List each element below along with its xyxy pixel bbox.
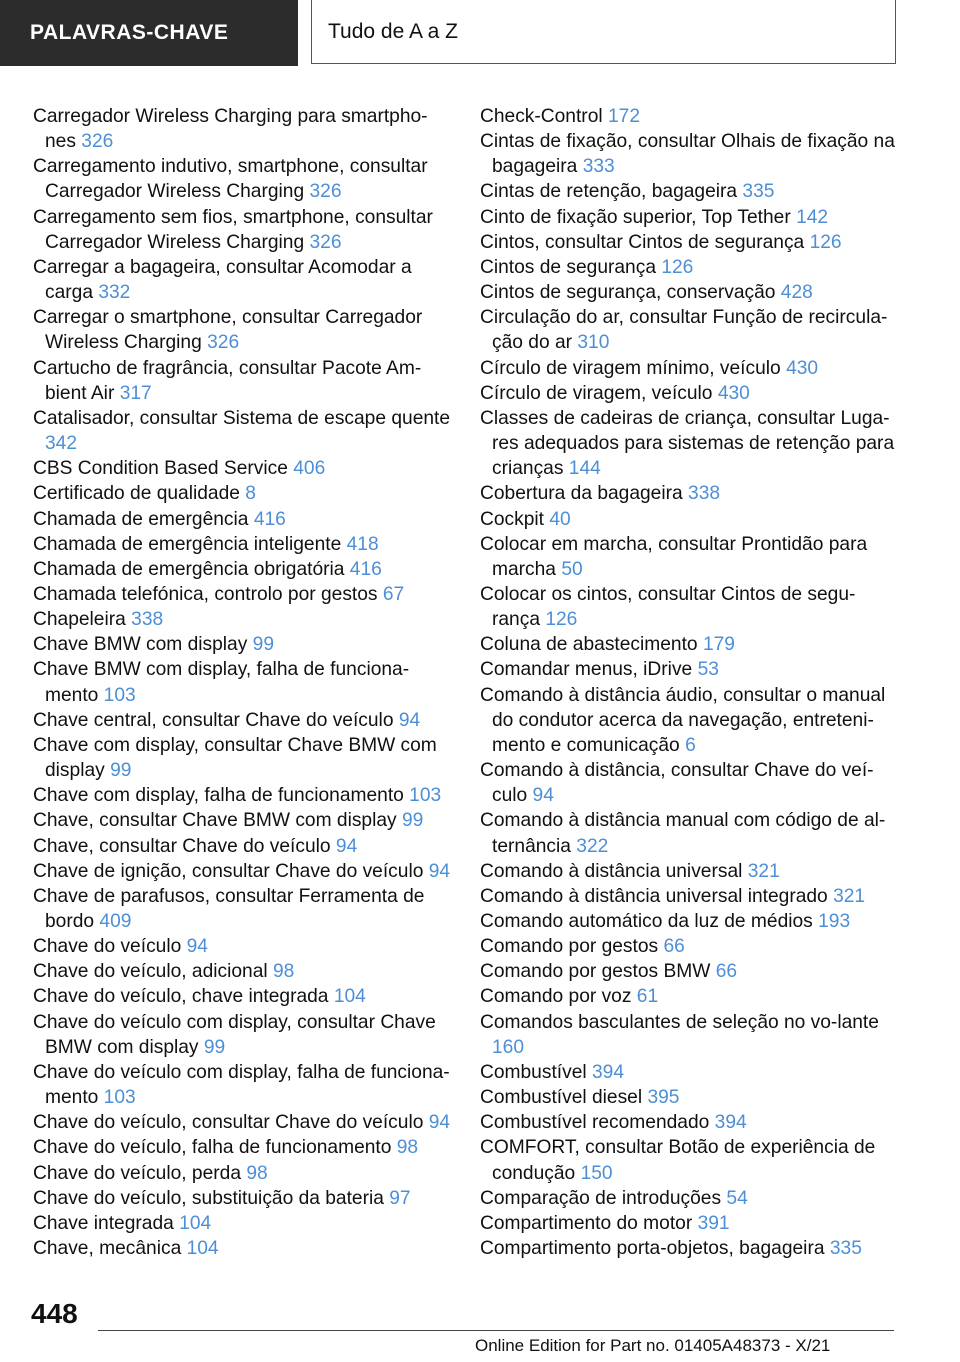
index-entry-page-link[interactable]: 126 bbox=[809, 231, 842, 253]
index-entry-term: Cinto de fixação superior, Top Tether bbox=[480, 206, 791, 228]
index-entry bbox=[480, 406, 900, 481]
index-entry bbox=[480, 1010, 900, 1060]
index-entry-term: Colocar os cintos, consultar Cintos de segu-rança bbox=[480, 583, 856, 631]
index-entry bbox=[33, 104, 453, 154]
index-entry-page-link[interactable]: 395 bbox=[647, 1087, 680, 1109]
index-entry bbox=[33, 708, 453, 733]
index-entry bbox=[33, 859, 453, 884]
index-column-right bbox=[480, 104, 900, 1261]
index-entry bbox=[33, 884, 453, 934]
index-entry bbox=[480, 481, 900, 506]
index-entry-term: Comando à distância universal bbox=[480, 860, 743, 882]
index-entry-page-link[interactable]: 321 bbox=[747, 860, 780, 882]
index-entry-page-link[interactable]: 98 bbox=[273, 961, 295, 983]
index-entry-term: Carregador Wireless Charging para smartpho-nes bbox=[33, 106, 428, 153]
footer-divider bbox=[98, 1330, 894, 1331]
index-entry-term: Chave do veículo, chave integrada bbox=[33, 986, 329, 1008]
index-entry bbox=[480, 532, 900, 582]
index-entry-page-link[interactable]: 66 bbox=[715, 961, 738, 983]
index-entry-term: Chave central, consultar Chave do veículo bbox=[33, 709, 394, 731]
index-entry bbox=[33, 834, 453, 859]
index-entry-page-link[interactable]: 126 bbox=[661, 256, 694, 278]
index-entry-page-link[interactable]: 126 bbox=[545, 609, 578, 631]
index-entry-term: Chave do veículo com display, falha de funciona-mento bbox=[33, 1061, 450, 1109]
index-entry-page-link[interactable]: 160 bbox=[492, 1036, 525, 1058]
index-entry-page-link[interactable]: 338 bbox=[131, 609, 164, 631]
index-entry bbox=[480, 280, 900, 305]
index-entry-term: Chave do veículo, perda bbox=[33, 1162, 241, 1184]
index-entry-page-link[interactable]: 409 bbox=[99, 911, 132, 932]
index-entry bbox=[480, 959, 900, 984]
index-entry bbox=[480, 356, 900, 381]
index-entry-term: Chave, consultar Chave BMW com display bbox=[33, 810, 397, 832]
index-entry bbox=[480, 179, 900, 204]
index-entry-page-link[interactable]: 310 bbox=[577, 332, 610, 354]
index-entry-term: CBS Condition Based Service bbox=[33, 458, 288, 480]
index-entry-term: Check-Control bbox=[480, 106, 603, 127]
index-entry-page-link[interactable]: 418 bbox=[346, 533, 379, 555]
index-entry bbox=[33, 481, 453, 506]
index-entry-page-link[interactable]: 338 bbox=[688, 483, 721, 505]
index-entry bbox=[480, 1135, 900, 1185]
index-entry-page-link[interactable]: 326 bbox=[309, 231, 342, 253]
index-entry bbox=[480, 1211, 900, 1236]
subsection-box bbox=[311, 0, 896, 64]
index-entry bbox=[33, 984, 453, 1009]
index-column-left bbox=[33, 104, 453, 1261]
index-entry bbox=[33, 1110, 453, 1135]
index-entry-page-link[interactable]: 99 bbox=[252, 634, 275, 656]
index-entry bbox=[480, 381, 900, 406]
index-entry-page-link[interactable]: 342 bbox=[45, 433, 78, 455]
index-entry-term: Chamada de emergência inteligente bbox=[33, 533, 342, 555]
index-entry-page-link[interactable]: 6 bbox=[685, 734, 696, 756]
index-entry-page-link[interactable]: 98 bbox=[396, 1137, 419, 1159]
index-entry-term: COMFORT, consultar Botão de experiência de condução bbox=[480, 1137, 876, 1184]
index-entry-page-link[interactable]: 144 bbox=[568, 458, 601, 480]
index-entry-page-link[interactable]: 94 bbox=[428, 1112, 451, 1134]
index-entry-term: Cintos de segurança, conservação bbox=[480, 282, 776, 304]
index-entry-term: Chapeleira bbox=[33, 609, 126, 631]
index-entry bbox=[33, 255, 453, 305]
index-entry bbox=[33, 1186, 453, 1211]
index-entry-page-link[interactable]: 326 bbox=[81, 131, 114, 153]
index-entry bbox=[480, 582, 900, 632]
index-entry bbox=[480, 104, 900, 129]
index-entry-page-link[interactable]: 61 bbox=[636, 986, 659, 1008]
index-entry-term: Chave do veículo, consultar Chave do veículo bbox=[33, 1112, 424, 1134]
index-entry bbox=[33, 557, 453, 582]
index-entry bbox=[480, 305, 900, 355]
index-entry bbox=[480, 230, 900, 255]
index-entry-term: Classes de cadeiras de criança, consultar Luga-res adequados para sistemas de retenção para crianças bbox=[480, 407, 895, 480]
index-entry-page-link[interactable]: 104 bbox=[179, 1212, 212, 1234]
index-entry bbox=[33, 808, 453, 833]
index-entry-term: Carregamento sem fios, smartphone, consultar Carregador Wireless Charging bbox=[33, 206, 433, 253]
index-entry-page-link[interactable]: 430 bbox=[786, 357, 819, 379]
index-entry-page-link[interactable]: 104 bbox=[333, 986, 366, 1008]
index-entry-page-link[interactable]: 322 bbox=[576, 835, 609, 857]
section-label: PALAVRAS-CHAVE bbox=[30, 21, 229, 44]
index-entry bbox=[33, 657, 453, 707]
index-entry-term: Chave do veículo com display, consultar Chave BMW com display bbox=[33, 1011, 436, 1058]
index-entry-page-link[interactable]: 54 bbox=[726, 1187, 748, 1209]
index-entry-term: Comando por voz bbox=[480, 986, 632, 1008]
index-entry-page-link[interactable]: 406 bbox=[293, 458, 326, 480]
index-entry-term: Comando à distância áudio, consultar o manual do condutor acerca da navegação, entreteni-mento e comunicação bbox=[480, 684, 886, 756]
index-entry-term: Chave integrada bbox=[33, 1212, 174, 1234]
index-entry-term: Combustível diesel bbox=[480, 1087, 643, 1109]
index-entry-term: Colocar em marcha, consultar Prontidão para marcha bbox=[480, 533, 868, 580]
index-entry bbox=[480, 758, 900, 808]
index-entry-term: Cartucho de fragrância, consultar Pacote Am-bient Air bbox=[33, 357, 422, 404]
index-entry-page-link[interactable]: 40 bbox=[549, 508, 571, 530]
index-entry bbox=[33, 1211, 453, 1236]
index-entry-page-link[interactable]: 66 bbox=[663, 936, 685, 958]
index-entry-term: Coluna de abastecimento bbox=[480, 634, 698, 656]
index-entry bbox=[33, 154, 453, 204]
index-entry-page-link[interactable]: 94 bbox=[532, 785, 554, 807]
index-entry-term: Compartimento do motor bbox=[480, 1212, 693, 1234]
index-entry-term: Comando automático da luz de médios bbox=[480, 911, 813, 932]
index-entry-term: Chave do veículo, falha de funcionamento bbox=[33, 1137, 392, 1159]
index-entry-term: Comando por gestos BMW bbox=[480, 961, 711, 983]
index-entry-page-link[interactable]: 394 bbox=[591, 1061, 624, 1083]
index-entry-page-link[interactable]: 430 bbox=[717, 382, 750, 404]
index-entry-term: Chave, consultar Chave do veículo bbox=[33, 835, 331, 857]
index-entry bbox=[480, 1110, 900, 1135]
page-number: 448 bbox=[31, 1298, 78, 1329]
index-entry bbox=[33, 1010, 453, 1060]
index-entry-term: Circulação do ar, consultar Função de recircula-ção do ar bbox=[480, 307, 888, 354]
index-entry bbox=[480, 1236, 900, 1261]
index-entry bbox=[33, 632, 453, 657]
index-entry-page-link[interactable]: 333 bbox=[582, 156, 615, 178]
page-header bbox=[0, 0, 960, 66]
index-entry-page-link[interactable]: 321 bbox=[833, 885, 866, 907]
index-entry-term: Chamada de emergência obrigatória bbox=[33, 558, 345, 580]
index-entry-page-link[interactable]: 94 bbox=[186, 936, 208, 958]
index-entry-page-link[interactable]: 391 bbox=[697, 1212, 730, 1234]
index-entry bbox=[480, 934, 900, 959]
index-entry-term: Comando por gestos bbox=[480, 936, 659, 958]
index-entry bbox=[480, 984, 900, 1009]
index-entry-page-link[interactable]: 193 bbox=[818, 911, 851, 932]
index-entry-page-link[interactable]: 99 bbox=[110, 760, 132, 782]
index-entry-term: Cintos de segurança bbox=[480, 256, 656, 278]
index-entry-term: Cintos, consultar Cintos de segurança bbox=[480, 231, 805, 253]
index-entry bbox=[480, 1085, 900, 1110]
index-entry bbox=[33, 205, 453, 255]
index-entry-page-link[interactable]: 67 bbox=[382, 583, 405, 605]
index-entry bbox=[480, 129, 900, 179]
index-entry-page-link[interactable]: 99 bbox=[401, 810, 424, 832]
index-entry bbox=[33, 305, 453, 355]
index-entry bbox=[480, 909, 900, 934]
index-entry-page-link[interactable]: 142 bbox=[796, 206, 829, 228]
index-entry-page-link[interactable]: 50 bbox=[561, 558, 583, 580]
index-entry-page-link[interactable]: 317 bbox=[119, 382, 152, 404]
index-entry-term: Chave do veículo, substituição da bateria bbox=[33, 1187, 384, 1209]
index-entry-term: Combustível recomendado bbox=[480, 1112, 710, 1134]
index-entry bbox=[33, 1135, 453, 1160]
index-entry bbox=[33, 783, 453, 808]
index-entry-page-link[interactable]: 416 bbox=[349, 558, 382, 580]
index-entry-page-link[interactable]: 53 bbox=[697, 659, 719, 681]
index-entry-term: Chave de ignição, consultar Chave do veículo bbox=[33, 860, 424, 882]
index-entry bbox=[480, 632, 900, 657]
index-entry-term: Chave com display, consultar Chave BMW com display bbox=[33, 734, 437, 782]
index-entry bbox=[33, 733, 453, 783]
index-entry-term: Círculo de viragem mínimo, veículo bbox=[480, 357, 781, 379]
index-entry bbox=[33, 507, 453, 532]
index-entry-page-link[interactable]: 94 bbox=[335, 835, 358, 857]
index-entry-page-link[interactable]: 94 bbox=[398, 709, 421, 731]
index-entry-term: Comando à distância manual com código de al-ternância bbox=[480, 810, 886, 857]
index-entry-term: Cockpit bbox=[480, 508, 544, 530]
index-entry-term: Carregar a bagageira, consultar Acomodar a carga bbox=[33, 256, 412, 304]
index-entry-page-link[interactable]: 97 bbox=[389, 1187, 411, 1209]
index-entry-term: Catalisador, consultar Sistema de escape quente bbox=[33, 407, 451, 429]
index-entry-term: Comando à distância, consultar Chave do veí-culo bbox=[480, 760, 874, 807]
index-entry bbox=[480, 1186, 900, 1211]
index-entry-term: Comandar menus, iDrive bbox=[480, 659, 693, 681]
index-entry bbox=[33, 1060, 453, 1110]
index-entry bbox=[33, 1236, 453, 1261]
index-entry bbox=[480, 884, 900, 909]
index-entry bbox=[480, 1060, 900, 1085]
index-entry bbox=[480, 657, 900, 682]
index-entry-page-link[interactable]: 99 bbox=[203, 1036, 226, 1058]
index-entry-term: Comandos basculantes de seleção no vo-lante bbox=[480, 1011, 879, 1033]
index-entry-page-link[interactable]: 172 bbox=[607, 106, 640, 127]
index-entry-page-link[interactable]: 103 bbox=[103, 1087, 136, 1109]
index-entry bbox=[33, 959, 453, 984]
index-entry-term: Chave, mecânica bbox=[33, 1238, 182, 1260]
index-entry-term: Comparação de introduções bbox=[480, 1187, 722, 1209]
index-entry-page-link[interactable]: 103 bbox=[103, 684, 136, 706]
index-entry-term: Chave BMW com display, falha de funciona-mento bbox=[33, 659, 410, 706]
index-entry-term: Chamada telefónica, controlo por gestos bbox=[33, 583, 378, 605]
index-entry bbox=[480, 205, 900, 230]
subsection-label: Tudo de A a Z bbox=[328, 19, 458, 43]
index-entry-term: Chave do veículo bbox=[33, 936, 182, 958]
index-entry bbox=[33, 406, 453, 456]
index-entry-term: Cintas de retenção, bagageira bbox=[480, 181, 738, 203]
index-entry-page-link[interactable]: 179 bbox=[702, 634, 735, 656]
index-entry-page-link[interactable]: 416 bbox=[253, 508, 286, 530]
index-entry-page-link[interactable]: 335 bbox=[742, 181, 775, 203]
index-entry bbox=[33, 532, 453, 557]
index-entry-page-link[interactable]: 394 bbox=[714, 1112, 747, 1134]
index-entry bbox=[480, 808, 900, 858]
index-entry-page-link[interactable]: 98 bbox=[246, 1162, 268, 1184]
index-entry-page-link[interactable]: 428 bbox=[780, 282, 813, 304]
footer-edition: Online Edition for Part no. 01405A48373 - X/21 bbox=[475, 1336, 831, 1355]
index-entry bbox=[33, 607, 453, 632]
index-entry-page-link[interactable]: 332 bbox=[98, 282, 131, 304]
index-entry-term: Comando à distância universal integrado bbox=[480, 885, 828, 907]
index-entry-term: Chave com display, falha de funcionamento bbox=[33, 785, 404, 807]
index-entry-term: Compartimento porta-objetos, bagageira bbox=[480, 1238, 825, 1260]
index-entry-term: Cobertura da bagageira bbox=[480, 483, 683, 505]
index-entry-term: Carregamento indutivo, smartphone, consultar Carregador Wireless Charging bbox=[33, 156, 428, 203]
index-entry-page-link[interactable]: 94 bbox=[428, 860, 451, 882]
index-entry bbox=[480, 859, 900, 884]
index-entry bbox=[33, 356, 453, 406]
index-entry-page-link[interactable]: 150 bbox=[580, 1162, 613, 1184]
index-entry-page-link[interactable]: 103 bbox=[409, 785, 442, 807]
index-entry-term: Combustível bbox=[480, 1061, 587, 1083]
index-entry-term: Certificado de qualidade bbox=[33, 483, 240, 505]
index-entry bbox=[480, 507, 900, 532]
index-entry bbox=[33, 456, 453, 481]
index-entry-page-link[interactable]: 326 bbox=[309, 181, 342, 203]
index-entry-page-link[interactable]: 8 bbox=[245, 483, 256, 505]
index-entry-term: Chave BMW com display bbox=[33, 634, 248, 656]
index-entry-term: Chamada de emergência bbox=[33, 508, 249, 530]
index-entry bbox=[480, 683, 900, 758]
index-entry bbox=[33, 1161, 453, 1186]
index-entry-term: Carregar o smartphone, consultar Carregador Wireless Charging bbox=[33, 307, 423, 354]
index-entry-term: Cintas de fixação, consultar Olhais de fixação na bagageira bbox=[480, 131, 895, 178]
index-entry bbox=[33, 934, 453, 959]
index-entry bbox=[480, 255, 900, 280]
section-tab bbox=[0, 0, 298, 66]
index-entry-page-link[interactable]: 104 bbox=[186, 1238, 219, 1260]
index-entry-page-link[interactable]: 335 bbox=[829, 1238, 862, 1260]
index-entry-term: Chave do veículo, adicional bbox=[33, 961, 268, 983]
index-entry-page-link[interactable]: 326 bbox=[207, 332, 240, 354]
index-entry-term: Círculo de viragem, veículo bbox=[480, 382, 713, 404]
index-entry bbox=[33, 582, 453, 607]
index-entry-term: Chave de parafusos, consultar Ferramenta de bordo bbox=[33, 885, 425, 932]
